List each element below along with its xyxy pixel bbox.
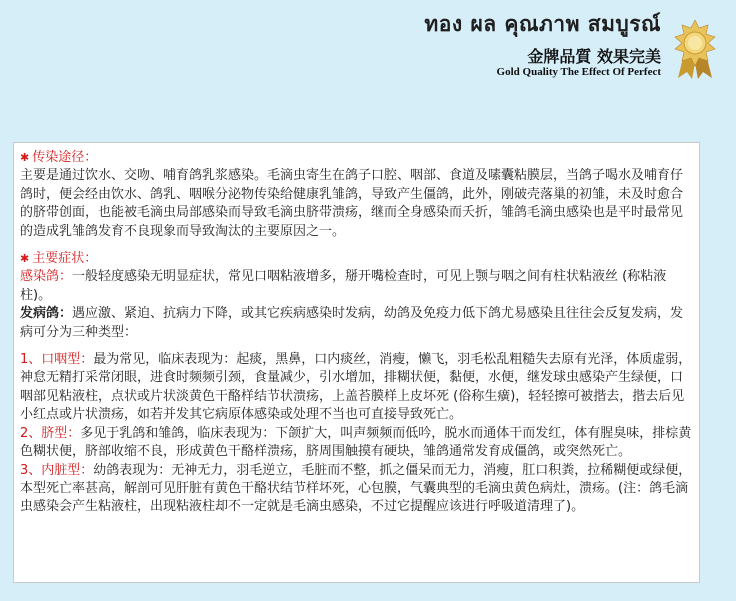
star-bullet-icon: ✱ (20, 151, 30, 164)
infected-pigeon-paragraph (20, 268, 692, 305)
content-panel (13, 142, 700, 583)
type-navel-paragraph (20, 425, 692, 462)
english-slogan: Gold Quality The Effect Of Perfect (496, 66, 661, 78)
type3-text: 幼鸽表现为：无神无力，羽毛逆立，毛脏而不整，抓之僵呆而无力，消瘦，肛口积粪，拉稀糊便或绿便，本型死亡率甚高，解剖可见肝脏有黄色干酪状结节样坏死，心包膜，气囊典型的毛滴虫黄色病灶，溃疡。(注：鸽毛滴虫感染会产生粘液柱，出现粘液柱却不一定就是毛滴虫感染，不过它提醒应该进行呼吸道清理了)。 (20, 462, 692, 515)
type-visceral-paragraph (20, 462, 692, 517)
sick-label: 发病鸽： (20, 306, 73, 322)
section-heading-symptoms: ✱ 主要症状： (20, 251, 98, 267)
type1-text: 最为常见，临床表现为：起痰，黑鼻，口内痰丝，消瘦，懒飞，羽毛松乱粗糙失去原有光泽，体质虚弱，神怠无精打采常闭眼，进食时频频引颈，食量减少，引水增加，排糊状便，黏便，水便，继发球虫感染产生绿便，口咽部见粘液柱，点状或片状淡黄色干酪样结节状溃疡，上盖苔膜样上皮坏死 (俗称生癀)，轻轻擦可被揩去，揩去后见小红点或片状溃疡，如若并发其它病原体感染或处理不当也可直接导致死亡。 (20, 352, 692, 423)
sick-text: 遇应激、紧迫、抗病力下降，或其它疾病感染时发病，幼鸽及免疫力低下鸽尤易感染且往往会反复发病，发病可分为三种类型： (20, 306, 684, 340)
type3-label: 3、内脏型： (20, 462, 94, 478)
chinese-slogan: 金牌品質 效果完美 (527, 47, 661, 66)
type-oropharyngeal-paragraph (20, 351, 692, 425)
header-banner (0, 0, 736, 140)
infected-label: 感染鸽： (20, 269, 73, 285)
thai-slogan: ทอง ผล คุณภาพ สมบูรณ์ (424, 12, 661, 36)
star-bullet-icon: ✱ (20, 252, 30, 266)
type2-label: 2、脐型： (20, 425, 81, 441)
infected-text: 一般轻度感染无明显症状，常见口咽粘液增多，掰开嘴检查时，可见上颚与咽之间有柱状粘液丝 (称粘液柱)。 (20, 269, 667, 303)
article-body (20, 149, 692, 517)
type1-label: 1、口咽型： (20, 352, 94, 368)
transmission-paragraph: 主要是通过饮水、交吻、哺育鸽乳浆感染。毛滴虫寄生在鸽子口腔、咽部、食道及嗉囊粘膜层，当鸽子喝水及哺育仔鸽时，便会经由饮水、鸽乳、咽喉分泌物传染给健康乳雏鸽，导致产生僵鸽，此外，刚破壳落巢的初雏，未及时愈合的脐带创面，也能被毛滴虫局部感染而导致毛滴虫脐带溃疡，继而全身感染而夭折，雏鸽毛滴虫感染也是平时最常见的造成乳雏鸽发育不良现象而导致淘汰的主要原因之一。 (20, 168, 684, 239)
gold-medal-rosette-icon (670, 18, 720, 80)
sick-pigeon-paragraph (20, 305, 692, 342)
section-heading-transmission: ✱ 传染途径： (20, 150, 98, 165)
type2-text: 多见于乳鸽和雏鸽，临床表现为：下颌扩大，叫声频频而低吟，脱水而通体干而发红，体有腥臭味，排棕黄色糊状便，脐部收缩不良，形成黄色干酪样溃疡，脐周围触摸有硬块，雏鸽通常发育成僵鸽，或突然死亡。 (20, 425, 692, 460)
